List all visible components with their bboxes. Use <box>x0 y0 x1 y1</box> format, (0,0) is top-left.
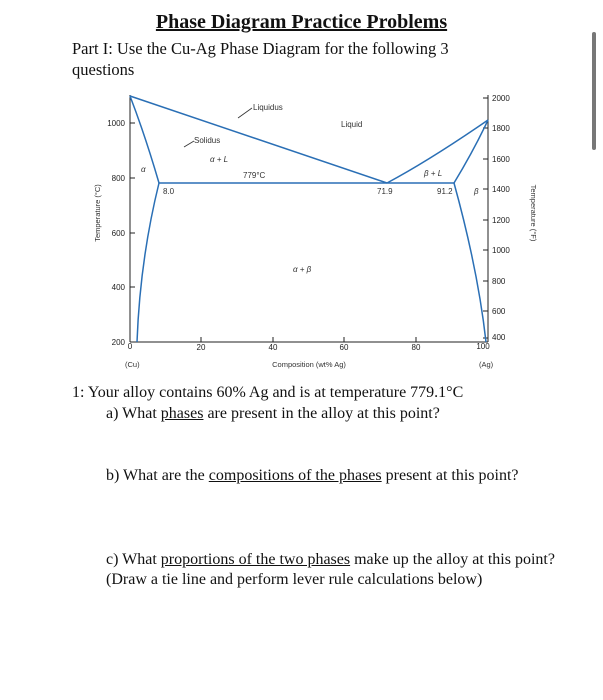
right-axis-label: Temperature (°F) <box>529 184 538 242</box>
bottom-tick-label: 0 <box>127 342 133 351</box>
left-tick-label: 200 <box>111 338 125 347</box>
right-tick-label: 1400 <box>492 185 510 194</box>
page-title: Phase Diagram Practice Problems <box>155 11 448 33</box>
liquid-label: Liquid <box>341 120 363 129</box>
left-tick-label: 800 <box>111 174 125 183</box>
bottom-tick-label: 80 <box>411 343 421 352</box>
liquidus-label: Liquidus <box>253 103 283 112</box>
question-1-stem: 1: Your alloy contains 60% Ag and is at temperature 779.1°C <box>72 384 464 401</box>
right-tick-label: 800 <box>492 277 506 286</box>
alpha-beta-label: α + β <box>293 265 312 274</box>
beta-composition-label: 91.2 <box>437 187 453 196</box>
question-1a: a) What phases are present in the alloy at this point? <box>106 405 440 422</box>
solidus-label: Solidus <box>194 136 221 145</box>
vertical-scrollbar[interactable] <box>592 32 596 150</box>
eutectic-temp-label: 779°C <box>243 171 266 180</box>
left-tick-label: 1000 <box>107 119 125 128</box>
solvus-alpha <box>137 183 159 342</box>
alpha-label: α <box>141 165 146 174</box>
left-axis-label: Temperature (°C) <box>93 184 102 242</box>
alpha-composition-label: 8.0 <box>163 187 175 196</box>
solidus-beta <box>454 120 488 183</box>
bottom-end-ag: (Ag) <box>479 360 494 369</box>
solvus-beta <box>454 183 486 342</box>
alpha-l-label: α + L <box>210 155 229 164</box>
beta-l-label: β + L <box>424 169 443 178</box>
x-axis-label: Composition (wt% Ag) <box>272 360 346 369</box>
right-tick-marks <box>483 98 488 338</box>
solidus-leader <box>184 141 194 147</box>
right-tick-label: 1200 <box>492 216 510 225</box>
bottom-tick-label: 60 <box>339 343 349 352</box>
eutectic-composition-label: 71.9 <box>377 187 393 196</box>
bottom-tick-marks <box>201 337 416 342</box>
left-tick-label: 400 <box>111 283 125 292</box>
beta-label: β <box>474 187 479 196</box>
left-tick-label: 600 <box>111 229 125 238</box>
left-tick-marks <box>130 123 135 342</box>
right-tick-label: 1600 <box>492 155 510 164</box>
bottom-tick-label: 100 <box>476 342 490 351</box>
right-tick-label: 1000 <box>492 246 510 255</box>
question-1b: b) What are the compositions of the phases present at this point? <box>106 467 519 484</box>
bottom-tick-label: 40 <box>268 343 278 352</box>
bottom-tick-label: 20 <box>196 343 206 352</box>
liquidus-leader <box>238 108 252 118</box>
bottom-end-cu: (Cu) <box>125 360 140 369</box>
right-tick-label: 2000 <box>492 94 510 103</box>
right-tick-label: 1800 <box>492 124 510 133</box>
right-tick-label: 400 <box>492 333 506 342</box>
right-tick-label: 600 <box>492 307 506 316</box>
question-1c: c) What proportions of the two phases make up the alloy at this point? (Draw a tie line and perform lever rule calculations below) <box>106 551 555 588</box>
part-intro: Part I: Use the Cu-Ag Phase Diagram for the following 3 questions <box>72 39 449 79</box>
